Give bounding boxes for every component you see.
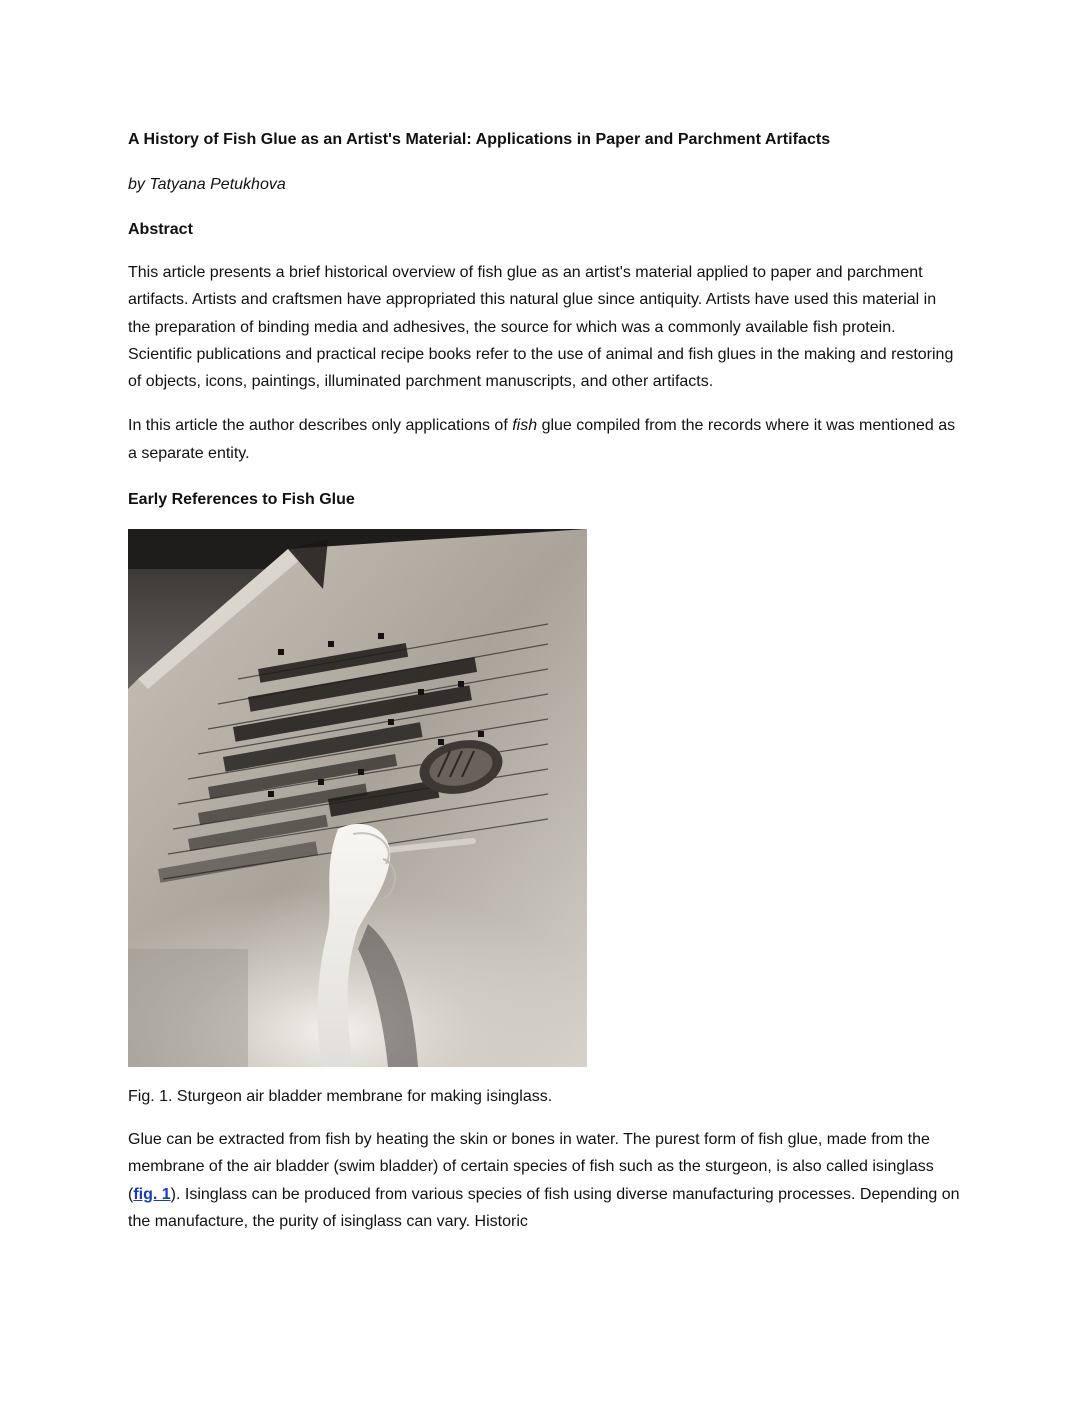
section-heading-early-references: Early References to Fish Glue bbox=[128, 491, 355, 509]
figure-1-photo bbox=[128, 529, 587, 1067]
abstract-paragraph-2-emphasis: fish bbox=[512, 417, 538, 435]
section-1-paragraph bbox=[128, 1126, 960, 1235]
manuscript-photo-illustration bbox=[128, 529, 587, 1067]
article-author: by Tatyana Petukhova bbox=[128, 176, 286, 193]
figure-1-caption: Fig. 1. Sturgeon air bladder membrane for making isinglass. bbox=[128, 1088, 553, 1106]
abstract-paragraph-1: This article presents a brief historical overview of fish glue as an artist's material applied to paper and parchment artifacts. Artists and craftsmen have appropriated this natural glue since antiquity. Artists have used this material in the preparation of binding media and adhesives, the source for which was a commonly available fish protein. Scientific publications and practical recipe books refer to the use of animal and fish glues in the making and restoring of objects, icons, paintings, illuminated parchment manuscripts, and other artifacts. bbox=[128, 264, 954, 391]
article-title: A History of Fish Glue as an Artist's Material: Applications in Paper and Parchment Artifacts bbox=[128, 131, 831, 148]
document-page bbox=[128, 128, 960, 1235]
abstract-paragraph-2-start: In this article the author describes only applications of bbox=[128, 417, 513, 435]
abstract-heading: Abstract bbox=[128, 221, 193, 238]
figure-1-link[interactable]: fig. 1 bbox=[133, 1185, 171, 1203]
section-1-paragraph-start: Glue can be extracted from fish by heating the skin or bones in water. The purest form of fish glue, made from the membrane of the air bladder (swim bladder) of certain species of fish such as the sturgeon, is also called isinglass ( bbox=[128, 1131, 934, 1203]
section-1-paragraph-end: ). Isinglass can be produced from various species of fish using diverse manufacturing processes. Depending on the manufacture, the purity of isinglass can vary. Historic bbox=[128, 1185, 960, 1230]
abstract-paragraph-2 bbox=[128, 412, 960, 467]
abstract-paragraph-2-end: glue compiled from the records where it was mentioned as a separate entity. bbox=[128, 417, 956, 462]
